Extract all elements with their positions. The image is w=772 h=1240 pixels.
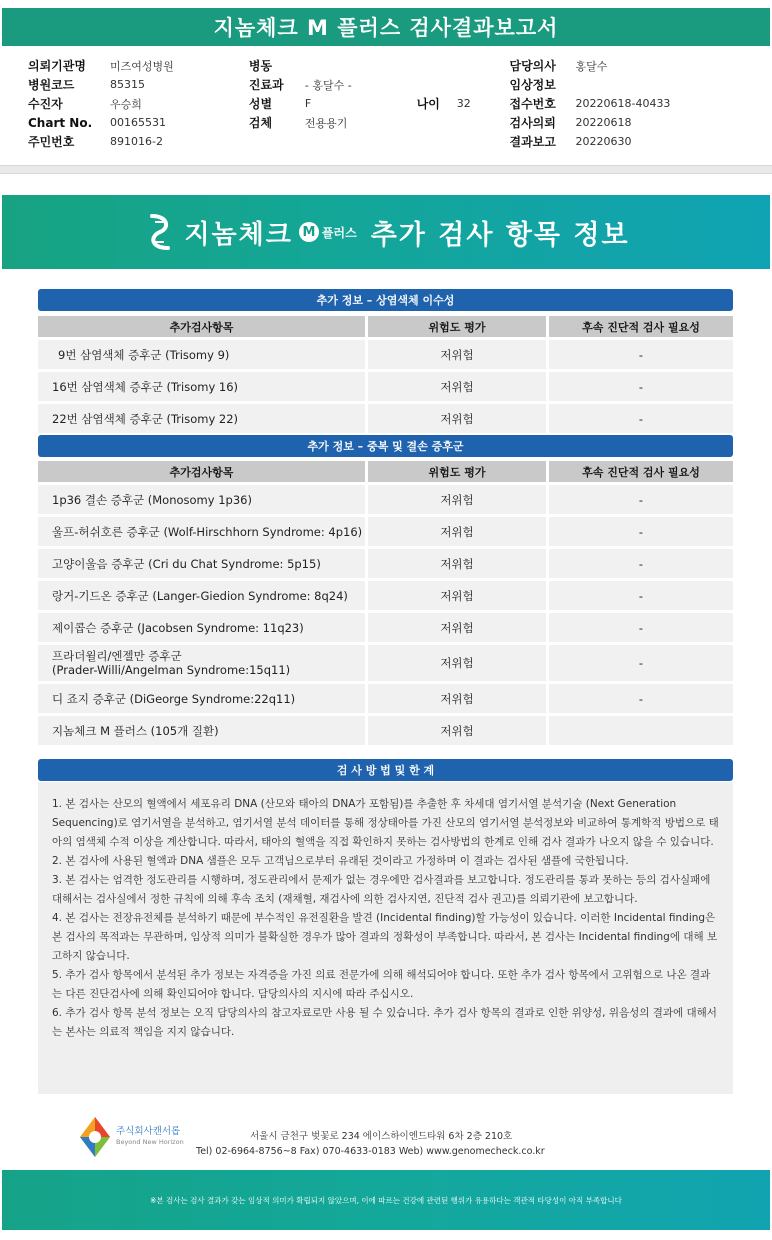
info-row	[28, 113, 748, 132]
plus-label: 플러스	[321, 225, 357, 240]
risk-cell: 저위험	[365, 485, 546, 514]
company-contact: Tel) 02-6964-8756~8 Fax) 070-4633-0183 Web) www.genomecheck.co.kr	[196, 1146, 545, 1157]
age-value: 32	[456, 97, 471, 110]
need-cell: -	[546, 404, 733, 433]
info-value: 홍달수	[575, 59, 608, 73]
info-label: 검체	[248, 116, 273, 130]
info-row	[28, 56, 748, 75]
method-limitations	[38, 782, 733, 1094]
header-need: 후속 진단적 검사 필요성	[546, 461, 733, 482]
item-cell: 프라더윌리/엔젤만 증후군 (Prader-Willi/Angelman Syndrome:15q11)	[38, 645, 365, 681]
company-logo-icon	[78, 1115, 112, 1159]
table-row	[38, 581, 733, 610]
item-cell: 고양이울음 증후군 (Cri du Chat Syndrome: 5p15)	[38, 549, 365, 578]
header-item: 추가검사항목	[38, 316, 365, 337]
header-risk: 위험도 평가	[365, 461, 546, 482]
info-label: 진료과	[248, 78, 284, 92]
need-cell: -	[546, 645, 733, 681]
method-paragraph: 5. 추가 검사 항목에서 분석된 추가 정보는 자격증을 가진 의료 전문가에 의해 해석되어야 합니다. 또한 추가 검사 항목에서 고위험으로 나온 결과는 다른 진단검사에 의해 확인되어야 합니다. 담당의사의 지시에 따라 주십시오.	[52, 969, 711, 1000]
table-row	[38, 517, 733, 546]
risk-cell: 저위험	[365, 404, 546, 433]
info-value: 미즈여성병원	[110, 59, 174, 73]
header-need: 후속 진단적 검사 필요성	[546, 316, 733, 337]
need-cell: -	[546, 517, 733, 546]
info-label: 임상정보	[509, 78, 556, 92]
need-cell: -	[546, 684, 733, 713]
section-divider	[0, 165, 772, 174]
section-title-aneuploidy: 추가 정보 – 상염색체 이수성	[38, 289, 733, 311]
company-logo	[78, 1112, 198, 1162]
info-row	[28, 132, 748, 151]
info-label: 주민번호	[28, 135, 75, 149]
info-value: 85315	[110, 78, 145, 91]
banner-title: 추가 검사 항목 정보	[370, 219, 630, 251]
method-paragraph: 3. 본 검사는 엄격한 정도관리를 시행하며, 정도관리에서 문제가 없는 경우에만 검사결과를 보고합니다. 정도관리를 통과 못하는 등의 검사실패에 대해서는 검사실에서 정한 규칙에 의해 후속 조치 (재채혈, 재검사에 의한 검사지연, 진단적 검사 권고)를 의뢰기관에 보고합니다.	[52, 874, 711, 905]
info-label: 병원코드	[28, 78, 75, 92]
risk-cell: 저위험	[365, 517, 546, 546]
aneuploidy-table	[38, 313, 733, 436]
method-paragraph: 2. 본 검사에 사용된 혈액과 DNA 샘플은 모두 고객님으로부터 유래된 것이라고 가정하며 이 결과는 검사된 샘플에 국한됩니다.	[52, 855, 629, 867]
info-row	[28, 94, 748, 113]
company-address: 서울시 금천구 벚꽃로 234 에이스하이엔드타워 6차 2층 210호	[250, 1131, 513, 1142]
table-header-row	[38, 316, 733, 337]
info-value: 20220618-40433	[575, 97, 671, 110]
item-cell: 9번 삼염색체 증후군 (Trisomy 9)	[38, 340, 365, 369]
risk-cell: 저위험	[365, 684, 546, 713]
risk-cell: 저위험	[365, 645, 546, 681]
header-item: 추가검사항목	[38, 461, 365, 482]
info-value: 전용용기	[304, 116, 348, 130]
risk-cell: 저위험	[365, 549, 546, 578]
header-banner	[2, 195, 770, 269]
info-label: 병동	[248, 59, 273, 73]
risk-cell: 저위험	[365, 716, 546, 745]
info-value: F	[304, 97, 312, 110]
table-row	[38, 645, 733, 681]
item-cell: 울프-허쉬호른 증후군 (Wolf-Hirschhorn Syndrome: 4p16)	[38, 517, 365, 546]
item-cell: 1p36 결손 증후군 (Monosomy 1p36)	[38, 485, 365, 514]
table-row	[38, 613, 733, 642]
age-label: 나이	[416, 97, 440, 111]
item-cell: 랑거-기드온 증후군 (Langer-Giedion Syndrome: 8q24)	[38, 581, 365, 610]
risk-cell: 저위험	[365, 581, 546, 610]
method-paragraph: 4. 본 검사는 전장유전체를 분석하기 때문에 부수적인 유전질환을 발견 (Incidental finding)할 가능성이 있습니다. 이러한 Incidental finding은 본 검사의 목적과는 무관하며, 임상적 의미가 불확실한 경우가 많아 결과의 정확성이 부족합니다. 따라서, 본 검사는 Incidental finding에 대해 보고하지 않습니다.	[52, 912, 718, 962]
risk-cell: 저위험	[365, 372, 546, 401]
dna-logo-icon	[142, 210, 178, 254]
company-name: 주식회사캔서롭	[116, 1126, 181, 1137]
header-risk: 위험도 평가	[365, 316, 546, 337]
table-row	[38, 716, 733, 745]
info-label: 수진자	[28, 97, 63, 111]
m-badge-icon: M	[299, 222, 319, 242]
need-cell: -	[546, 613, 733, 642]
info-label: 성별	[248, 97, 273, 111]
method-paragraph: 6. 추가 검사 항목 분석 정보는 오직 담당의사의 참고자료로만 사용 될 수 있습니다. 추가 검사 항목의 결과로 인한 위양성, 위음성의 결과에 대해서는 본사는 의료적 책임을 지지 않습니다.	[52, 1007, 717, 1038]
info-value: 891016-2	[110, 135, 163, 148]
section-title-method: 검 사 방 법 및 한 계	[38, 759, 733, 781]
need-cell: -	[546, 549, 733, 578]
table-row	[38, 549, 733, 578]
table-row	[38, 404, 733, 433]
info-label: 담당의사	[509, 59, 556, 73]
brand-name: 지놈체크	[184, 219, 293, 250]
item-cell: 디 죠지 증후군 (DiGeorge Syndrome:22q11)	[38, 684, 365, 713]
info-label: 결과보고	[509, 135, 556, 149]
table-header-row	[38, 461, 733, 482]
need-cell: -	[546, 485, 733, 514]
company-tagline: Beyond New Horizon	[116, 1138, 184, 1146]
table-row	[38, 340, 733, 369]
deletion-table	[38, 458, 733, 748]
info-value: - 홍달수 -	[304, 78, 352, 92]
need-cell: -	[546, 372, 733, 401]
table-row	[38, 485, 733, 514]
need-cell: -	[546, 581, 733, 610]
patient-info	[28, 56, 748, 151]
section-title-deletion: 추가 정보 – 중복 및 결손 증후군	[38, 435, 733, 457]
item-cell: 제이콥슨 증후군 (Jacobsen Syndrome: 11q23)	[38, 613, 365, 642]
footer-disclaimer: ※본 검사는 검사 결과가 갖는 임상적 의미가 확립되지 않았으며, 이에 따르는 건강에 관련된 행위가 유용하다는 객관적 타당성이 아직 부족합니다	[2, 1170, 770, 1230]
method-paragraph: 1. 본 검사는 산모의 혈액에서 세포유리 DNA (산모와 태아의 DNA가 포함됨)를 추출한 후 차세대 염기서열 분석기술 (Next Generation Sequencing)로 염기서열을 분석하고, 염기서열 분석 데이터를 통해 정상태아를 가진 산모의 염기서열 분석정보와 비교하여 통계학적 방법으로 태아의 염색체 수적 이상을 계산합니다. 따라서, 태아의 혈액을 직접 확인하지 못하는 검사방법의 한계로 인해 검사 결과가 나오지 않을 수 있습니다.	[52, 798, 719, 848]
table-row	[38, 684, 733, 713]
item-cell: 22번 삼염색체 증후군 (Trisomy 22)	[38, 404, 365, 433]
info-label: 접수번호	[509, 97, 556, 111]
info-value: 00165531	[110, 116, 166, 129]
info-row	[28, 75, 748, 94]
info-value: 20220630	[575, 135, 632, 148]
info-label: 의뢰기관명	[28, 59, 86, 73]
info-label: Chart No.	[28, 115, 93, 130]
info-value: 20220618	[575, 116, 632, 129]
info-value: 우승희	[110, 97, 142, 111]
table-row	[38, 372, 733, 401]
risk-cell: 저위험	[365, 340, 546, 369]
need-cell	[546, 716, 733, 745]
item-cell: 16번 삼염색체 증후군 (Trisomy 16)	[38, 372, 365, 401]
need-cell: -	[546, 340, 733, 369]
report-title: 지놈체크 M 플러스 검사결과보고서	[2, 8, 770, 46]
info-label: 검사의뢰	[509, 116, 556, 130]
risk-cell: 저위험	[365, 613, 546, 642]
item-cell: 지놈체크 M 플러스 (105개 질환)	[38, 716, 365, 745]
